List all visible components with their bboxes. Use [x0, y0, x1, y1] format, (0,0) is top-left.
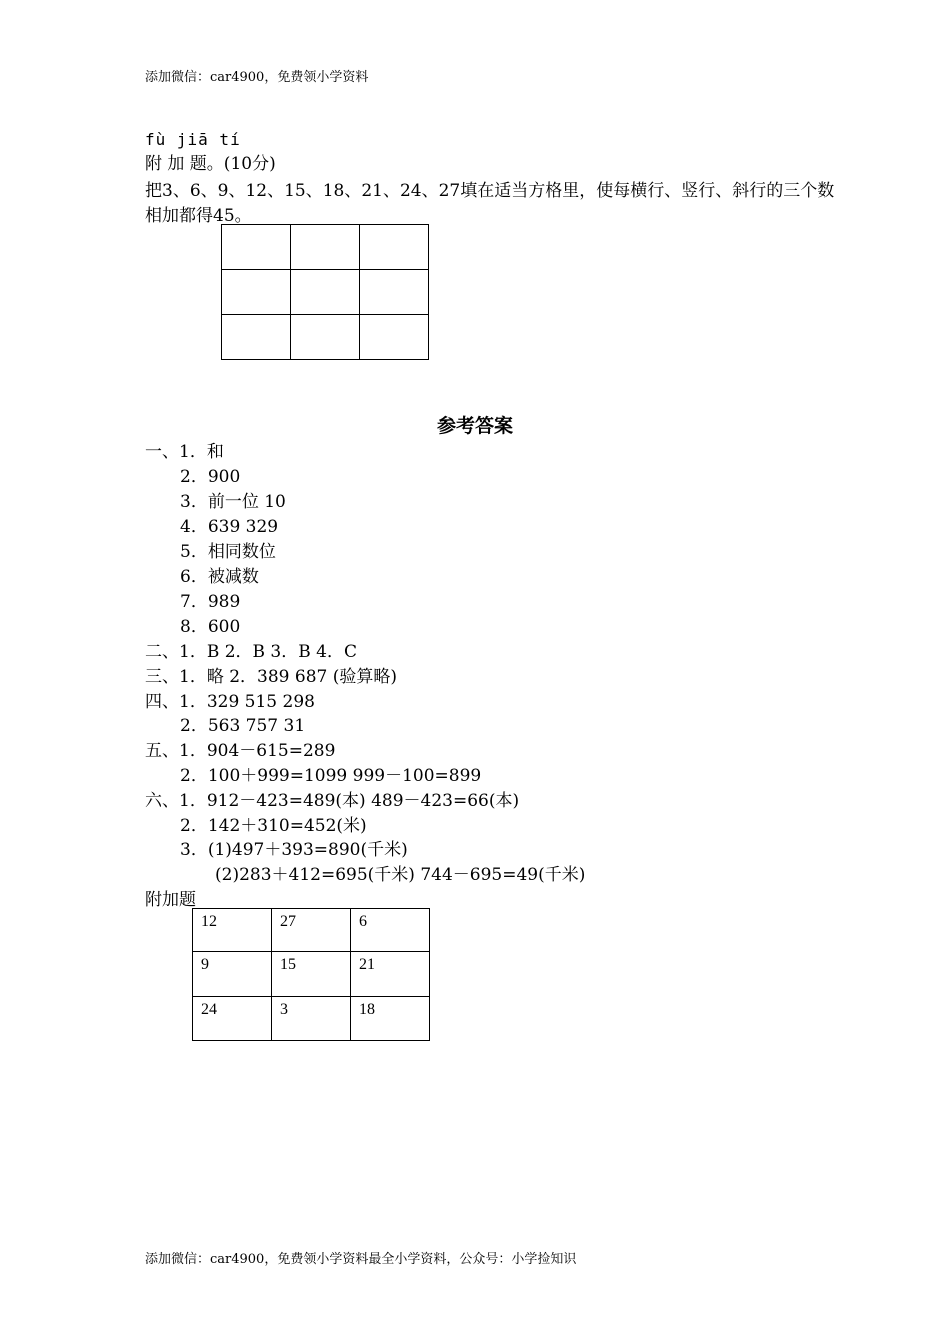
- answer-line: 三、1．略 2．389 687 (验算略): [145, 667, 398, 687]
- answer-line: 2．900: [180, 467, 241, 487]
- grid-cell[interactable]: [291, 270, 360, 315]
- grid-cell[interactable]: [360, 270, 429, 315]
- extra-question-pinyin: fù jiā tí: [145, 130, 241, 149]
- answer-cell: 12: [193, 909, 272, 952]
- answers-title: 参考答案: [436, 415, 513, 437]
- answer-line: 六、1．912－423=489(本) 489－423=66(本): [145, 791, 520, 811]
- answer-line: 五、1．904－615=289: [145, 741, 336, 761]
- grid-cell[interactable]: [291, 225, 360, 270]
- answer-line: (2)283＋412=695(千米) 744－695=49(千米): [215, 865, 586, 885]
- answer-line: 8．600: [180, 617, 241, 637]
- grid-cell[interactable]: [360, 225, 429, 270]
- answer-cell: 6: [351, 909, 430, 952]
- answer-magic-square: [192, 908, 430, 1041]
- answer-line: 四、1．329 515 298: [145, 692, 315, 712]
- answer-line: 2．142＋310=452(米): [180, 816, 367, 836]
- answer-cell: 21: [351, 952, 430, 997]
- answer-line: 7．989: [180, 592, 241, 612]
- answer-line: 2．100＋999=1099 999－100=899: [180, 766, 482, 786]
- page-header: 添加微信：car4900，免费领小学资料: [145, 70, 369, 85]
- answer-cell: 9: [193, 952, 272, 997]
- answer-cell: 24: [193, 997, 272, 1041]
- answer-line: 3．前一位 10: [180, 492, 286, 512]
- grid-cell[interactable]: [222, 225, 291, 270]
- answer-line: 3．(1)497＋393=890(千米): [180, 840, 408, 860]
- answer-line: 一、1．和: [145, 442, 224, 462]
- extra-answer-label: 附加题: [145, 890, 196, 910]
- extra-question-instruction-1: 把3、6、9、12、15、18、21、24、27填在适当方格里，使每横行、竖行、斜行的三个数: [145, 181, 835, 201]
- answer-line: 5．相同数位: [180, 542, 276, 562]
- grid-cell[interactable]: [222, 315, 291, 360]
- answer-cell: 15: [272, 952, 351, 997]
- grid-cell[interactable]: [222, 270, 291, 315]
- answer-line: 6．被减数: [180, 567, 259, 587]
- extra-question-instruction-2: 相加都得45。: [145, 206, 252, 226]
- grid-cell[interactable]: [291, 315, 360, 360]
- answer-line: 2．563 757 31: [180, 716, 306, 736]
- answer-cell: 18: [351, 997, 430, 1041]
- answer-line: 4．639 329: [180, 517, 279, 537]
- page-footer: 添加微信：car4900，免费领小学资料最全小学资料，公众号：小学捡知识: [145, 1252, 577, 1267]
- extra-question-heading: 附 加 题。(10分): [145, 154, 276, 174]
- answer-cell: 3: [272, 997, 351, 1041]
- blank-magic-square-grid: [221, 224, 429, 360]
- grid-cell[interactable]: [360, 315, 429, 360]
- answer-line: 二、1．B 2．B 3．B 4．C: [145, 642, 357, 662]
- answer-cell: 27: [272, 909, 351, 952]
